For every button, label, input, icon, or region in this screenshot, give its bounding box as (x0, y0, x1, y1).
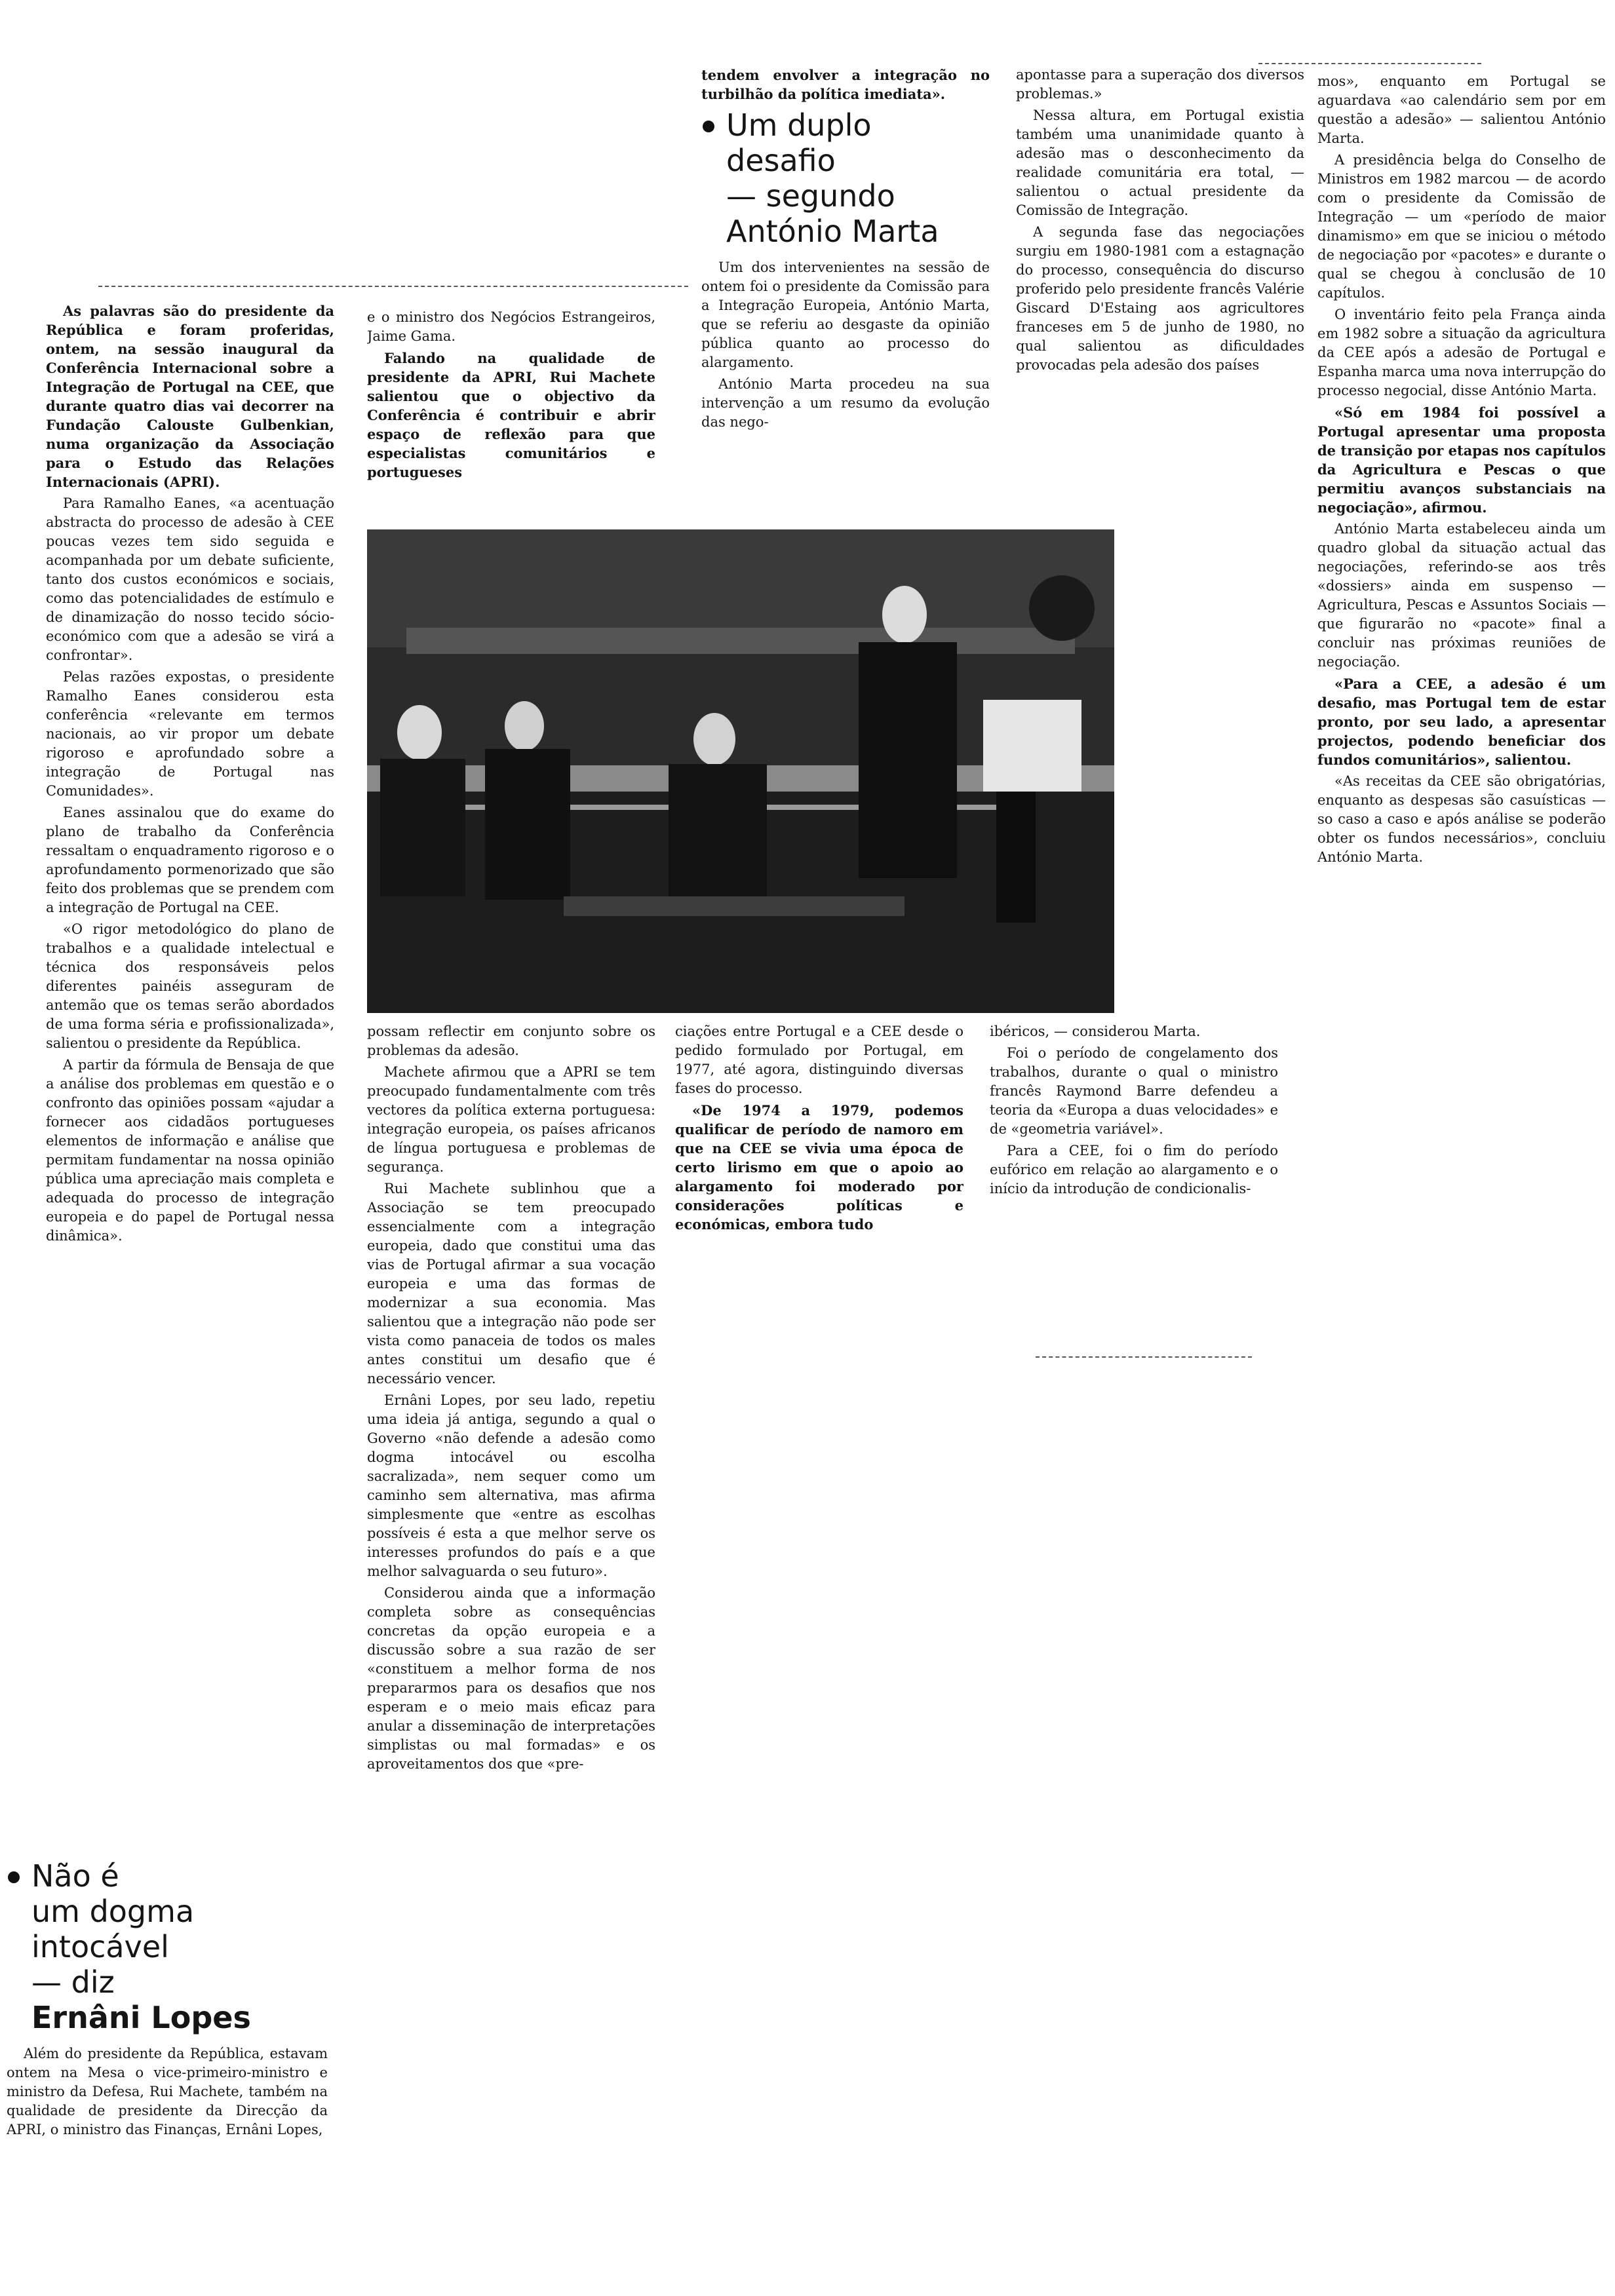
paragraph: ciações entre Portugal e a CEE desde o pedido formulado por Portugal, em 1977, até agora, distinguindo diversas fases do processo. (675, 1024, 963, 1096)
paragraph: António Marta estabeleceu ainda um quadro global da situação actual das negociações, referindo-se aos três «dossiers» ainda em suspenso — Agricultura, Pescas e Assuntos Sociais — que figurarão no «pacote» final a concluir nas próximas reuniões de negociação. (1317, 521, 1606, 670)
paragraph: «O rigor metodológico do plano de trabalhos e a qualidade intelectual e técnica dos responsáveis pelos diferentes painéis asseguram de antemão que os temas serão abordados de uma forma séria e profissionalizada», salientou o presidente da República. (46, 921, 334, 1051)
paragraph: tendem envolver a integração no turbilhão da política imediata». (701, 67, 990, 102)
bullet-icon (8, 1871, 20, 1883)
paragraph: e o ministro dos Negócios Estrangeiros, Jaime Gama. (367, 309, 655, 344)
bullet-icon (703, 121, 714, 132)
paragraph: «As receitas da CEE são obrigatórias, enquanto as despesas são casuísticas — so caso a caso e após análise se poderão obter os fundos necessários», concluiu António Marta. (1317, 773, 1606, 865)
column-3-bottom (675, 1022, 963, 1337)
paragraph: Machete afirmou que a APRI se tem preocupado fundamentalmente com três vectores da política externa portuguesa: integração europeia, os países africanos de língua portuguesa e problemas de segurança. (367, 1064, 655, 1175)
paragraph: «Só em 1984 foi possível a Portugal apresentar uma proposta de transição por etapas nos capítulos da Agricultura e Pescas o que permitiu avanços substanciais na negociação», afirmou. (1317, 404, 1606, 516)
paragraph: ibéricos, — considerou Marta. (990, 1024, 1201, 1039)
paragraph: Falando na qualidade de presidente da APRI, Rui Machete salientou que o objectivo da Conferência é contribuir e abrir espaço de reflexão para que especialistas comunitários e portugueses (367, 350, 655, 480)
photo-illustration (367, 529, 1114, 1013)
paragraph: A segunda fase das negociações surgiu em 1980-1981 com a estagnação do processo, consequência do discurso proferido pelo presidente francês Valérie Giscard D'Estaing aos agricultores franceses em 5 de junho de 1980, no qual salientou as dificuldades provocadas pela adesão dos países (1016, 224, 1304, 373)
column-2-top (367, 308, 655, 524)
paragraph: Um dos intervenientes na sessão de ontem foi o presidente da Comissão para a Integração Europeia, António Marta, que se referiu ao desgaste da opinião pública quanto ao processo do alargamento. (701, 259, 990, 370)
paragraph: A presidência belga do Conselho de Ministros em 1982 marcou — de acordo com o presidente da Comissão de Integração — um «período de maior dinamismo» em que se iniciou o método de negociação por «pacotes» e durante o qual se chegou à conclusão de 10 capítulos. (1317, 152, 1606, 301)
paragraph: Para a CEE, foi o fim do período eufórico em relação ao alargamento e o início da introdução de condicionalis- (990, 1143, 1278, 1196)
paragraph: Além do presidente da República, estavam ontem na Mesa o vice-primeiro-ministro e ministro da Defesa, Rui Machete, também na qualidade de presidente da Direcção da APRI, o ministro das Finanças, Ernâni Lopes, (7, 2046, 328, 2137)
column-4-bottom (990, 1022, 1278, 1337)
scan-streak (98, 286, 688, 287)
column-1-bottom (7, 1854, 328, 2254)
paragraph: Nessa altura, em Portugal existia também uma unanimidade quanto à adesão mas o desconhecimento da realidade comunitária era total, — salientou o actual presidente da Comissão de Integração. (1016, 107, 1304, 218)
paragraph: Para Ramalho Eanes, «a acentuação abstracta do processo de adesão à CEE poucas vezes tem sido seguida e acompanhada por um debate suficiente, tanto dos custos económicos e sociais, como das potencialidades de estímulo e de dinamização do nosso tecido sócio-económico com que a adesão se virá a confrontar». (46, 495, 334, 663)
paragraph: A partir da fórmula de Bensaja de que a análise dos problemas em questão e o confronto das opiniões possam «ajudar a fornecer aos cidadãos portugueses elementos de informação e análise que permitam fundamentar na nossa opinião pública uma apreciação mais completa e adequada do processo de integração europeia e do papel de Portugal nessa dinâmica». (46, 1057, 334, 1244)
paragraph: As palavras são do presidente da República e foram proferidas, ontem, na sessão inaugural da Conferência Internacional sobre a Integração de Portugal na CEE, que durante quatro dias vai decorrer na Fundação Calouste Gulbenkian, numa organização da Associação para o Estudo das Relações Internacionais (APRI). (46, 303, 334, 490)
scan-streak (1258, 63, 1481, 64)
column-1-top (46, 301, 334, 1835)
paragraph: «De 1974 a 1979, podemos qualificar de período de namoro em que na CEE se vivia uma época de certo lirismo em que o apoio ao alargamento foi moderado por considerações políticas e económicas, embora tudo (675, 1102, 963, 1233)
column-3-top (701, 66, 990, 524)
paragraph: possam reflectir em conjunto sobre os problemas da adesão. (367, 1024, 655, 1058)
paragraph: Ernâni Lopes, por seu lado, repetiu uma ideia já antiga, segundo a qual o Governo «não defende a adesão como dogma intocável ou escolha sacralizada», nem sequer como um caminho sem alternativa, mas afirma simplesmente que «entre as escolhas possíveis é esta a que melhor serve os interesses profundos do país e a que melhor salvaguarda o seu futuro». (367, 1392, 655, 1579)
subheading-ernani-lopes: Não é um dogma intocável — diz Ernâni Lopes (7, 1858, 328, 2035)
conference-photo (367, 529, 1114, 1013)
paragraph: Foi o período de congelamento dos trabalhos, durante o qual o ministro francês Raymond Barre defendeu a teoria da «Europa a duas velocidades» e de «geometria variável». (990, 1045, 1278, 1137)
column-4-top (1016, 66, 1304, 524)
paragraph: Pelas razões expostas, o presidente Ramalho Eanes considerou esta conferência «relevante em termos nacionais, ao vir propor um debate rigoroso e aprofundado sobre a integração de Portugal nas Comunidades». (46, 669, 334, 799)
scan-streak (1036, 1356, 1252, 1358)
paragraph: Eanes assinalou que do exame do plano de trabalho da Conferência ressaltam o enquadramento rigoroso e o aprofundamento pormenorizado que são feito dos problemas que se prendem com a integração de Portugal na CEE. (46, 805, 334, 915)
paragraph: António Marta procedeu na sua intervenção a um resumo da evolução das nego- (701, 376, 990, 430)
subheading-antonio-marta: Um duplo desafio — segundo António Marta (701, 107, 990, 249)
paragraph: Rui Machete sublinhou que a Associação se tem preocupado essencialmente com a integração europeia, dado que constitui uma das vias de Portugal afirmar a sua vocação europeia e uma das formas de modernizar a sua economia. Mas salientou que a integração não pode ser vista como panaceia de todos os males antes constitui um desafio que é necessário vencer. (367, 1181, 655, 1387)
column-2-bottom (367, 1022, 655, 2267)
column-5 (1317, 72, 1606, 1369)
paragraph: apontasse para a superação dos diversos problemas.» (1016, 67, 1304, 102)
paragraph: «Para a CEE, a adesão é um desafio, mas Portugal tem de estar pronto, por seu lado, a apresentar projectos, podendo beneficiar dos fundos comunitários», salientou. (1317, 676, 1606, 768)
paragraph: mos», enquanto em Portugal se aguardava «ao calendário sem por em questão a adesão» — salientou António Marta. (1317, 73, 1606, 146)
paragraph: O inventário feito pela França ainda em 1982 sobre a situação da agricultura da CEE após a adesão de Portugal e Espanha marca uma nova interrupção do processo negocial, disse António Marta. (1317, 307, 1606, 398)
paragraph: Considerou ainda que a informação completa sobre as consequências concretas da opção europeia e a discussão sobre a sua razão de ser «constituem a melhor forma de nos prepararmos para os desafios que nos esperam e o meio mais eficaz para anular a disseminação de interpretações simplistas ou mal formadas» e os aproveitamentos dos que «pre- (367, 1585, 655, 1772)
